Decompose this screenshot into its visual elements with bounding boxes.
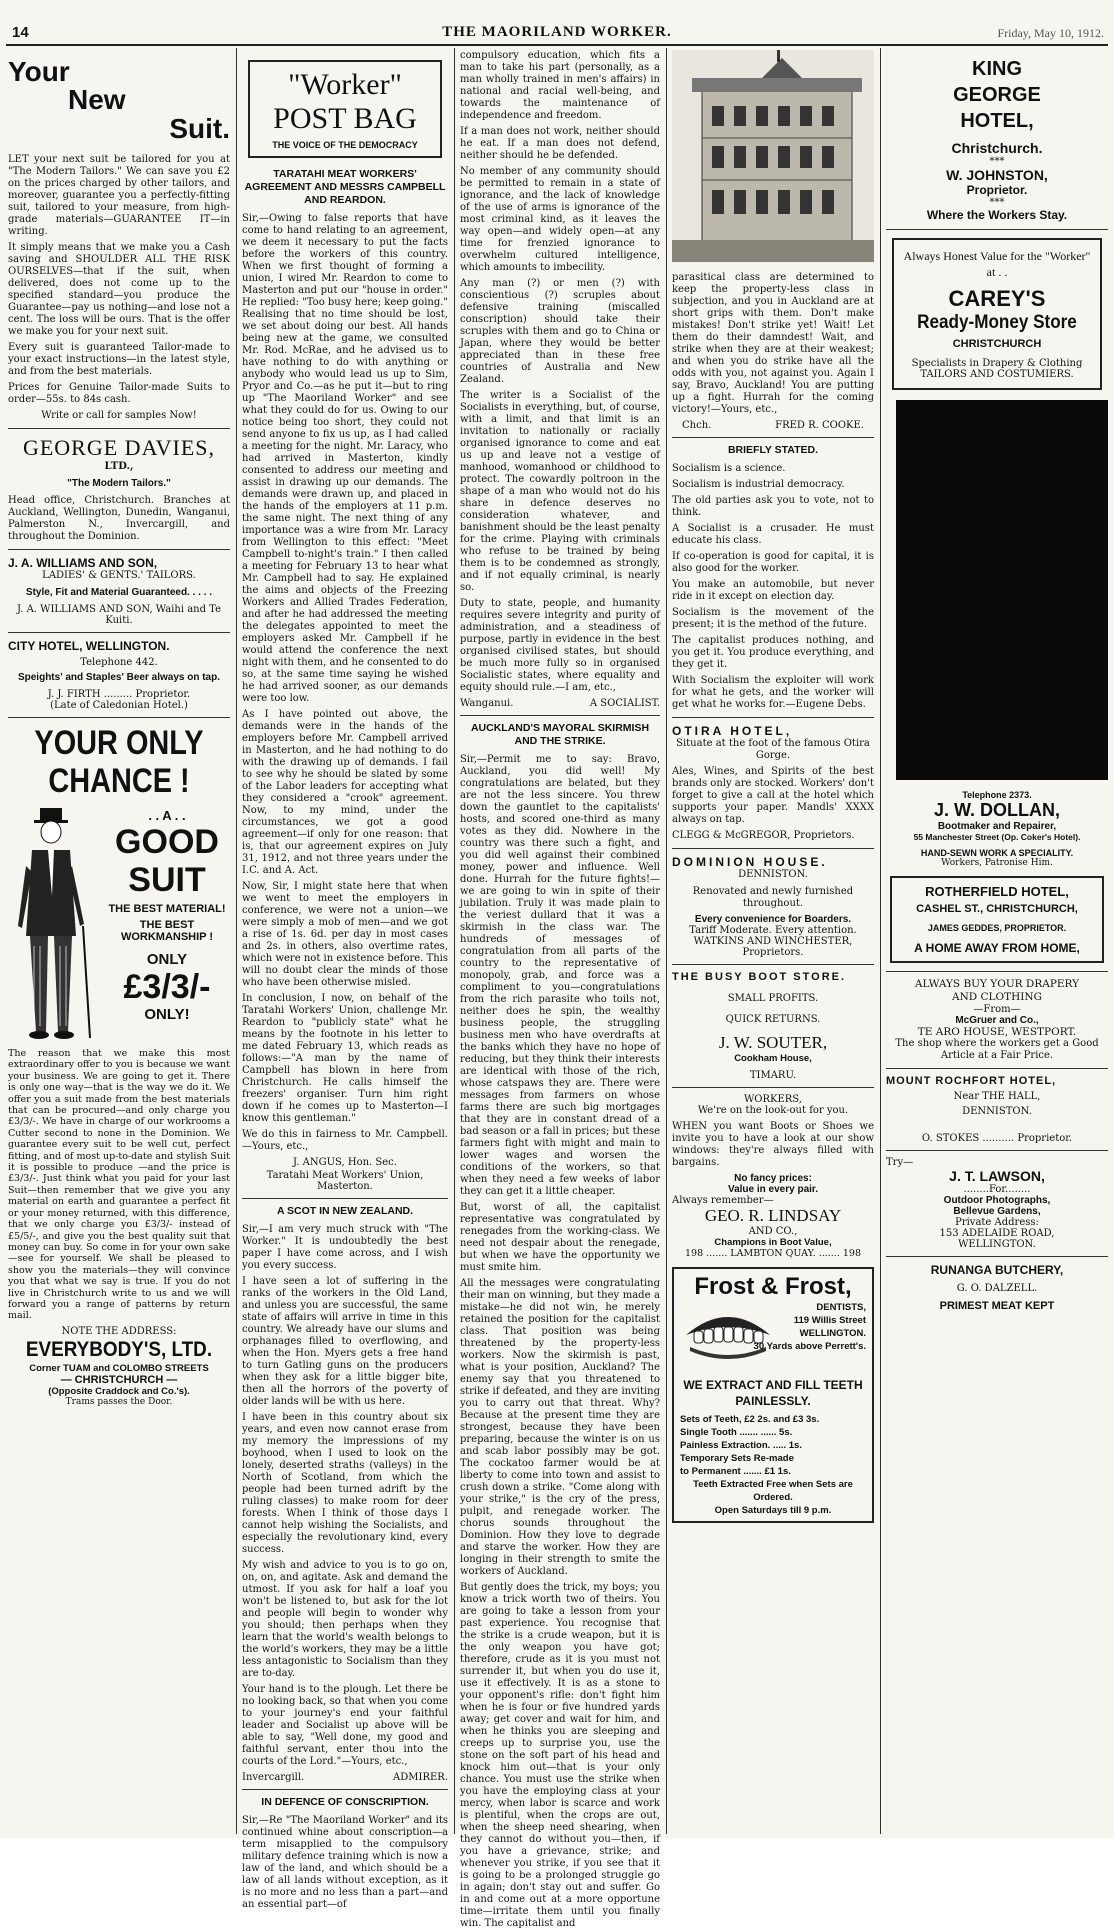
letter-signature-place: Invercargill. bbox=[242, 1772, 305, 1783]
letter-signature-row bbox=[242, 1772, 448, 1783]
everybodys-name: EVERYBODY'S, LTD. bbox=[25, 1337, 213, 1361]
frost-painless: WE EXTRACT AND FILL TEETH PAINLESSLY. bbox=[683, 1378, 863, 1408]
lawson-city: WELLINGTON. bbox=[958, 1239, 1036, 1250]
letter-heading: AUCKLAND'S MAYORAL SKIRMISH AND THE STRIKE. bbox=[470, 722, 650, 747]
runanga-owner: G. O. DALZELL. bbox=[956, 1283, 1038, 1294]
city-hotel-name: CITY HOTEL, WELLINGTON. bbox=[8, 639, 170, 653]
ad-paragraph: Head office, Christchurch. Branches at Auckland, Wellington, Dunedin, Wanganui, Palmerston N., Invercargill, and throughout the Dominion. bbox=[8, 495, 230, 542]
frost-rates bbox=[680, 1413, 866, 1517]
letter-paragraph: But gently does the trick, my boys; you know a trick worth two of theirs. You are going to take a lesson from your past experience. You recognise that the strike is a crude weapon, but it is the only weapon you have got; therefore, crude as it is you must not surrender it, but when you do use it, use it effectively. It is as a stone to your opponent's rifle: don't fight him when he is four or five hundred yards away; get cover and wait for him, and when he thinks you are sleeping and creeps up to surprise you, use the stone on the soft part of his head and knock him out—that is your only chance. You must use the strike when you have the employing class at your mercy, when labor is scarce and work is plentiful, when the crops are out, when the sheep need shearing, when they cannot do without you—then, if you have a grievance, strike; and whenever you strike, if you see that it is going to be a prolonged struggle go in again; don't stay out and suffer. Go in and come out at a more opportune time—irritate them until you finally win. The capitalist and bbox=[460, 1582, 660, 1929]
mcgruer-name: McGruer and Co., bbox=[955, 1015, 1039, 1026]
frost-address bbox=[754, 1301, 866, 1353]
king-george-city: Christchurch. bbox=[951, 140, 1043, 156]
dollan-telephone: Telephone 2373. bbox=[962, 790, 1032, 800]
ad-paragraph: WHEN you want Boots or Shoes we invite you to have a look at our show windows: they're always filled with bargains. bbox=[672, 1121, 874, 1168]
lawson-gardens: Bellevue Gardens, bbox=[953, 1206, 1041, 1217]
column-3 bbox=[460, 50, 660, 1929]
careys-store: Ready-Money Store bbox=[917, 312, 1077, 333]
briefly-stated-item: The capitalist produces nothing, and you get it. You produce everything, and they get it. bbox=[672, 635, 874, 670]
dominion-house-ad bbox=[672, 855, 874, 958]
frost-dentists-label: DENTISTS, bbox=[816, 1302, 866, 1313]
rate-single: Single Tooth ....... ...... 5s. bbox=[680, 1427, 793, 1438]
rotherfield-proprietor: JAMES GEDDES, PROPRIETOR. bbox=[927, 923, 1067, 933]
frost-yards: 30 Yards above Perrett's. bbox=[753, 1341, 866, 1352]
letter-heading: TARATAHI MEAT WORKERS' AGREEMENT AND MESSRS CAMPBELL AND REARDON. bbox=[244, 168, 446, 206]
rotherfield-name: ROTHERFIELD HOTEL, bbox=[925, 884, 1069, 899]
dollan-name: J. W. DOLLAN, bbox=[934, 800, 1060, 820]
letter-signature-org: Taratahi Meat Workers' Union, Masterton. bbox=[266, 1170, 424, 1192]
column-rule bbox=[880, 48, 881, 1834]
ad-paragraph: CLEGG & McGREGOR, Proprietors. bbox=[672, 830, 855, 841]
rate-sets: Sets of Teeth, £2 2s. and £3 3s. bbox=[680, 1414, 820, 1425]
dominion-house-location: DENNISTON. bbox=[738, 869, 808, 880]
mcgruer-ad bbox=[886, 978, 1108, 1062]
lindsay-address: 198 ....... LAMBTON QUAY. ....... 198 bbox=[684, 1248, 861, 1259]
lawson-address: 153 ADELAIDE ROAD, bbox=[939, 1228, 1055, 1239]
briefly-stated-item: A Socialist is a crusader. He must educate his class. bbox=[672, 523, 874, 546]
post-bag-banner bbox=[248, 60, 442, 158]
rotherfield-tagline: A HOME AWAY FROM HOME, bbox=[914, 941, 1080, 955]
briefly-stated-item: Socialism is industrial democracy. bbox=[672, 479, 845, 490]
careys-city: CHRISTCHURCH bbox=[952, 338, 1042, 350]
frost-name: Frost & Frost, bbox=[694, 1273, 852, 1300]
column-rule bbox=[666, 48, 667, 1834]
king-george-ad bbox=[886, 56, 1108, 223]
mcgruer-tag: The shop where the workers get a Good Article at a Fair Price. bbox=[895, 1038, 1099, 1061]
mount-rochfort-name: MOUNT ROCHFORT HOTEL, bbox=[886, 1075, 1057, 1087]
briefly-stated-item: You make an automobile, but never ride in it except on election day. bbox=[672, 579, 874, 602]
letter-paragraph: Sir,—I am very much struck with "The Worker." It is undoubtedly the best paper I have come across, and I wish you every success. bbox=[242, 1224, 448, 1271]
ad-paragraph: The reason that we make this most extraordinary offer to you is because we want your business. We are going to get it. There is only one way—that is the way we do it. We offer you a suit made from the best materials that can be procured—and only charge you £3/3/-. We have in charge of our workrooms a Cutter second to none in the Dominion. We guarantee every suit to be well cut, perfect fitting, and of most up-to-date and stylish Suit it is possible to produce —and the price is £3/3/-. Just think what you paid for your last Suit—then remember that we give you any material on earth and guarantee a perfect fit or your money returned, with this difference, that we only charge you £3/3/- instead of £5/5/-, and give you the best quality suit that money can buy. So come in for your own sake—see for yourself. We shall be pleased to show you the materials—they will convince you that what we say is true. If you do not live in Christchurch write to us and we will forward you a range of patterns by return mail. bbox=[8, 1048, 230, 1322]
mcgruer-heading: ALWAYS BUY YOUR DRAPERY AND CLOTHING bbox=[914, 978, 1080, 1003]
offer-best-workmanship: THE BEST WORKMANSHIP ! bbox=[120, 919, 214, 943]
ad-paragraph: Write or call for samples Now! bbox=[41, 410, 197, 421]
city-hotel-telephone: Telephone 442. bbox=[80, 657, 158, 668]
dollan-ad bbox=[886, 790, 1108, 868]
letter-signature: J. ANGUS, Hon. Sec. bbox=[293, 1157, 397, 1168]
frost-city: WELLINGTON. bbox=[799, 1328, 866, 1339]
lindsay-remember: Always remember— bbox=[672, 1195, 774, 1206]
rate-extraction: Painless Extraction. ..... 1s. bbox=[680, 1440, 802, 1451]
page-number: 14 bbox=[12, 24, 29, 41]
souter-house: Cookham House, bbox=[734, 1053, 812, 1064]
rotherfield-ad bbox=[890, 876, 1104, 963]
king-george-proprietor: Proprietor. bbox=[966, 183, 1028, 197]
gentleman-illustration bbox=[10, 806, 94, 1042]
otira-hotel-ad bbox=[672, 724, 874, 842]
dollan-handsewn: HAND-SEWN WORK A SPECIALITY. bbox=[920, 848, 1074, 858]
offer-good: GOOD bbox=[115, 823, 219, 861]
king-george-owner: W. JOHNSTON, bbox=[946, 167, 1048, 183]
george-davies-name: GEORGE DAVIES, bbox=[22, 435, 216, 460]
lawson-photographs: Outdoor Photographs, bbox=[943, 1195, 1051, 1206]
king-george-tagline: Where the Workers Stay. bbox=[926, 208, 1068, 222]
letter-paragraph: I have seen a lot of suffering in the ranks of the workers in the Old Land, and unless you are successful, the same state of affairs will arrive in time in this country. We already have our slums and orphanages filled to overflowing, and when the Hon. Myers gets a free hand to turn Gatling guns on the producers when they ask for a little bigger bite, then all the horrors of the poverty of older lands will be with us here. bbox=[242, 1276, 448, 1407]
ad-paragraph: Situate at the foot of the famous Otira Gorge. bbox=[676, 738, 870, 761]
ad-paragraph: LET your next suit be tailored for you at "The Modern Tailors." We can save you £2 on the prices charged by other tailors, and moreover, guarantee you a perfectly-fitting suit, tailored to your measure, from high-grade materials—GUARANTEE IT—in writing. bbox=[8, 154, 230, 237]
king-george-stars: *** bbox=[989, 156, 1005, 167]
ad-figure-block bbox=[8, 800, 230, 1048]
briefly-stated-item: The old parties ask you to vote, not to think. bbox=[672, 495, 874, 518]
offer-price: £3/3/- bbox=[123, 968, 211, 1006]
mount-rochfort-proprietor: O. STOKES .......... Proprietor. bbox=[921, 1133, 1073, 1144]
letter-paragraph: parasitical class are determined to keep the property-less class in subjection, and you in Auckland are at short grips with them. Don't make mistakes! Don't strike yet! Wait! Let them do their damndest! Wait, and strike when they are at their weakest; and when you do strike have all the odds with you, not against you. Again I say, Bravo, Auckland! You are putting up a fight. Hurrah for the coming victory!—Yours, etc., bbox=[672, 272, 874, 415]
dominion-house-tariff: Tariff Moderate. Every attention. bbox=[689, 925, 857, 936]
careys-name: CAREY'S bbox=[948, 286, 1046, 311]
lawson-for: ........For........ bbox=[963, 1184, 1031, 1195]
king-george-line3: HOTEL, bbox=[960, 110, 1034, 132]
column-2 bbox=[242, 50, 449, 1910]
letter-signature: A SOCIALIST. bbox=[589, 698, 660, 709]
letter-paragraph: compulsory education, which fits a man to take his part (personally, as a man wholly trained in men's affairs) in national and racial well-being, and towards the maintenance of independence and freedom. bbox=[460, 50, 660, 121]
williams-sub: LADIES' & GENTS.' TAILORS. bbox=[42, 570, 196, 581]
column-5 bbox=[886, 50, 1108, 1832]
city-hotel-beer: Speights' and Staples' Beer always on tap. bbox=[17, 672, 221, 683]
briefly-stated-item: Socialism is the movement of the present; it is the method of the future. bbox=[672, 607, 874, 630]
mount-rochfort-location: DENNISTON. bbox=[962, 1106, 1032, 1117]
letter-heading: A SCOT IN NEW ZEALAND. bbox=[276, 1205, 414, 1217]
letter-signature-row bbox=[460, 698, 660, 709]
address-note: NOTE THE ADDRESS: bbox=[61, 1325, 177, 1337]
ad-heading-chance: CHANCE ! bbox=[48, 762, 190, 800]
issue-date: Friday, May 10, 1912. bbox=[997, 26, 1104, 40]
column-rule bbox=[236, 48, 237, 1834]
letter-paragraph: My wish and advice to you is to go on, on, on, and agitate. Ask and demand the utmost. If you ask for half a loaf you won't be listened to, but ask for the lot and people will begin to wonder why you should; then perhaps when they learn that the world's wealth belongs to the world's workers, they may be a little less antagonistic to Socialism than they are to-day. bbox=[242, 1560, 448, 1679]
briefly-stated-list bbox=[672, 463, 874, 711]
city-hotel-proprietor: J. J. FIRTH ......... Proprietor. bbox=[47, 689, 191, 700]
ad-heading-suit: Suit. bbox=[169, 113, 230, 144]
hotel-building-illustration bbox=[672, 50, 874, 262]
dollan-address: 55 Manchester Street (Op. Coker's Hotel). bbox=[913, 832, 1081, 842]
lindsay-name: GEO. R. LINDSAY bbox=[704, 1206, 842, 1225]
rate-permanent: to Permanent ....... £1 1s. bbox=[680, 1466, 791, 1477]
letter-paragraph: All the messages were congratulating their man on winning, but they made a mistake—he did not win, he merely retained the position for the capitalist class. That position was being threatened by the property-less workers. Now the skirmish is past, what is your position, Auckland? The enemy say that you threatened to strike if defeated, and they are inviting you to carry out that threat. Why? Because at the present time they are strongest, because they have been preparing, because the winter is on us and scab labor possibly may be got. The cockatoo farmer would be at liberty to come into town and assist to crush down a strike. "Come along with your strike," is the cry of the press, pulpit, and renegade worker. The chorus sounds throughout the Dominion. How they love to degrade and starve the worker. How they are longing in their strength to smite the workers of Auckland. bbox=[460, 1278, 660, 1577]
frost-teeth-block bbox=[680, 1301, 866, 1373]
king-george-stars: *** bbox=[989, 197, 1005, 208]
letter-paragraph: As I have pointed out above, the demands were in the hands of the employers before Mr. Campbell arrived in Masterton, and he had nothing to do with the drawing up of demands. I fail to see why he should be slated by some of the Labor leaders for accepting what they considered a "crook" agreement. Now, to my mind, under the circumstances, we got a good agreement—if only for one reason: that is, that our agreement expires on July 31, 1912, and not three years under the I.C. and A. Act. bbox=[242, 709, 448, 876]
briefly-stated-item: With Socialism the exploiter will work for what he gets, and the worker will get what he works for.—Eugene Debs. bbox=[672, 675, 874, 710]
king-george-line1: KING bbox=[972, 58, 1022, 80]
king-george-line2: GEORGE bbox=[953, 84, 1041, 106]
george-davies-tagline: "The Modern Tailors." bbox=[67, 478, 171, 489]
ad-heading-new: New bbox=[68, 84, 126, 115]
letter-signature-place: Wanganui. bbox=[460, 698, 514, 709]
careys-specialists: Specialists in Drapery & Clothing bbox=[911, 358, 1083, 369]
letter-signature-place: Chch. bbox=[682, 420, 712, 431]
lindsay-fancy: No fancy prices: bbox=[734, 1173, 812, 1184]
dominion-house-proprietors: WATKINS AND WINCHESTER, Proprietors. bbox=[693, 936, 853, 958]
offer-suit: SUIT bbox=[128, 861, 206, 899]
section-heading: BRIEFLY STATED. bbox=[727, 444, 819, 456]
letter-paragraph: But, worst of all, the capitalist representative was congratulated by renegades from the working-class. We need not despair about the renegade, but when we have the opportunity we must smite him. bbox=[460, 1202, 660, 1273]
lindsay-co: AND CO., bbox=[748, 1226, 798, 1237]
ad-paragraph: Ales, Wines, and Spirits of the best brands only are stocked. Workers' don't forget to give a call at the hotel which supports your paper. Mandls' XXXX always on tap. bbox=[672, 766, 874, 825]
dominion-house-name: DOMINION HOUSE. bbox=[672, 855, 828, 869]
dollan-sub: Bootmaker and Repairer, bbox=[937, 821, 1057, 832]
letter-signature: FRED R. COOKE. bbox=[775, 420, 864, 431]
ad-heading-your: Your bbox=[8, 56, 70, 87]
letter-paragraph: Any man (?) or men (?) with conscientious (?) scruples about defensive training (miscalled conscription) should take their scruples with them and go to China or Japan, where they would be better appreciated than in these free countries of Australia and New Zealand. bbox=[460, 278, 660, 385]
lindsay-ad bbox=[672, 1094, 874, 1259]
letter-paragraph: Sir,—Re "The Maoriland Worker" and its continued whine about conscription—a term misapplied to the compulsory military defence training which is now a law of the land, and which should be a law of all lands without exception, as it is no more and no less than a part—and an essential part—of bbox=[242, 1815, 448, 1910]
ad-paragraph: Every suit is guaranteed Tailor-made to your exact instructions—in the latest style, and from the best materials. bbox=[8, 342, 230, 377]
column-rule bbox=[454, 48, 455, 1834]
george-davies-ltd: LTD., bbox=[104, 461, 134, 472]
post-bag-title: "Worker" POST BAG bbox=[273, 68, 417, 135]
careys-tailors: TAILORS AND COSTUMIERS. bbox=[920, 369, 1074, 380]
busy-boot-store-ad bbox=[672, 971, 874, 1081]
page-header bbox=[6, 22, 1108, 46]
letter-paragraph: If a man does not work, neither should he eat. If a man does not defend, neither should he be defended. bbox=[460, 126, 660, 161]
mount-rochfort-near: Near THE HALL, bbox=[953, 1091, 1041, 1102]
williams-address: J. A. WILLIAMS AND SON, Waihi and Te Kuiti. bbox=[17, 604, 221, 626]
masthead-title: THE MAORILAND WORKER. bbox=[442, 24, 672, 40]
everybodys-ad bbox=[8, 724, 230, 1407]
ad-paragraph: It simply means that we make you a Cash saving and SHOULDER ALL THE RISK OURSELVES—that if the suit, when delivered, does not come up to the specified standard—you produce the Guarantee—pay us nothing—and lose not a cent. The loss will be ours. That is the offer we make you for your next suit. bbox=[8, 242, 230, 337]
busy-boot-store-name: THE BUSY BOOT STORE. bbox=[672, 971, 847, 983]
column-1 bbox=[8, 50, 230, 1832]
ad-paragraph: We're on the look-out for you. bbox=[697, 1105, 849, 1116]
everybodys-corner: Corner TUAM and COLOMBO STREETS bbox=[29, 1362, 209, 1374]
letter-heading: IN DEFENCE OF CONSCRIPTION. bbox=[261, 1796, 429, 1808]
letter-signature: ADMIRER. bbox=[393, 1772, 448, 1783]
otira-hotel-name: OTIRA HOTEL, bbox=[672, 724, 793, 738]
briefly-stated-item: Socialism is a science. bbox=[672, 463, 786, 474]
ad-heading-your-only: YOUR ONLY bbox=[34, 724, 204, 762]
column-4 bbox=[672, 50, 874, 1832]
letter-paragraph: Sir,—Permit me to say: Bravo, Auckland, you did well! My congratulations are belated, but they are not the less sincere. You threw down the gauntlet to the capitalists' hosts, and scored one-third as many votes as they did. Nowhere in the country was there such a fight, and you did well against their combined money, power and influence. Well done. Hurrah for the future fights!—we are going to win in spite of their jubilation. Truly it was made plain to the veriest dullard that it was a skirmish in the class war. The hundreds of messages of congratulation from all parts of the country to the representative of monopoly, grab, and force was a compliment to you—congratulations from the rich parasite who toils not, neither does he spin, the wealthy business people, the struggling business men who have overdrafts at the banks which they have no hope of reducing, but they think their interests are identical with those of the rich, whose catspaws they are. There were messages from farmers on whose farms there are such big mortgages that they are in constant dread of a bad season or a fall in prices; but these farmers fight with might and main to lower wages and worsen the conditions of the workers, so that when they need a few weeks of labor they can get it a little cheaper. bbox=[460, 754, 660, 1197]
blacked-out-region bbox=[896, 400, 1108, 780]
offer-only: ONLY bbox=[146, 951, 188, 968]
williams-ad bbox=[8, 556, 230, 626]
letter-paragraph: Now, Sir, I might state here that when we went to meet the employers in conference, we were not a union—we were simply a mob of men—and we got a rise of 1s. 6d. per day in most cases and 2s. in others, also overtime rates, which were not in existence before. This will no doubt clear the minds of those who have been otherwise misled. bbox=[242, 881, 448, 988]
offer-block bbox=[104, 808, 230, 1023]
letter-signature-row bbox=[672, 420, 874, 431]
letter-paragraph: We do this in fairness to Mr. Campbell.—Yours, etc., bbox=[242, 1129, 448, 1152]
offer-only-exclaim: ONLY! bbox=[144, 1006, 190, 1023]
letter-paragraph: Duty to state, people, and humanity requires severe integrity and purity of administration, and a steadiness of purpose, partly in evidence in the best organised civilised states, but should be much more fully so in organised Socialistic states, where equality and equity should rule.—I am, etc., bbox=[460, 598, 660, 693]
rate-free-extraction: Teeth Extracted Free when Sets are Ordered. bbox=[693, 1479, 853, 1503]
busy-boot-quick-returns: QUICK RETURNS. bbox=[725, 1014, 821, 1025]
tailor-ad bbox=[8, 58, 230, 543]
everybodys-opposite: (Opposite Craddock and Co.'s). bbox=[48, 1385, 190, 1397]
mount-rochfort-ad bbox=[886, 1075, 1108, 1144]
ad-paragraph: Renovated and newly furnished throughout. bbox=[692, 886, 854, 909]
careys-intro: Always Honest Value for the "Worker" at . . bbox=[903, 249, 1091, 279]
mcgruer-address: TE ARO HOUSE, WESTPORT. bbox=[917, 1026, 1077, 1038]
offer-a: . . A . . bbox=[148, 808, 186, 823]
letter-paragraph: Sir,—Owing to false reports that have come to hand relating to an agreement, we deem it necessary to put the facts before the workers of this country. When we first thought of forming a union, I wired Mr. Reardon to come to Masterton and put our "house in order." He replied: "Too busy here; keep going." Realising that no time should be lost, we set about doing our best. All hands being new at the game, we consulted Mr. Rod. McRae, and he advised us to have nothing to do with anything or anybody who would lead us up to Sim, Pryor and Co.—as he put it—but to ring up "The Maoriland Worker" and see what they could do for us. Owing to our notice being too short, they could not send anyone to fix us up, as I had called a meeting for the night. Mr. Laracy, who had arrived in Masterton, kindly consented to address our meeting and assist in drawing up our demands. The demands were drawn up, and placed in the hands of the employers at 11 p.m. the same night. The next thing of any importance was a wire from Mr. Laracy from Wellington to this effect: "Meet Campbell to-night's train." I then called a meeting for February 13 to hear what Mr. Campbell had to say. He explained the aims and objects of the Freezing Workers and Allied Trades Federation, and after he had addressed the meeting the delegates appointed to meet the employers asked Mr. Campbell if he would attend the conference the next night with them, and he consented to do so, at the same time saying he wished he had arrived sooner, as our demands were too low. bbox=[242, 213, 449, 704]
rate-saturday: Open Saturdays till 9 p.m. bbox=[714, 1505, 832, 1516]
letter-paragraph: No member of any community should be permitted to remain in a state of ignorance, and the lack of knowledge of the use of arms is ignorance of the most criminal kind, as it leaves the way open—and widely open—at any time for frenzied ignorance to overwhelm cultured intelligence, which amounts to imbecility. bbox=[460, 166, 660, 273]
letter-paragraph: The writer is a Socialist of the Socialists in everything, but, of course, with a limit, and that limit is an invitation to nationally or racially organised ignorance to come and eat us up and leave not a vestige of manhood, womanhood or childhood to protect. The cowardly poltroon in the shape of a man who would not do his share in defence deserves no consideration whatever, and banishment should be the least penalty for the crime. Playing with criminals who refuse to be trained by being them is to be condemned as strongly, and if not equally criminal, is nearly so. bbox=[460, 390, 660, 593]
williams-style: Style, Fit and Material Guaranteed. . . . . bbox=[25, 587, 213, 598]
everybodys-tram: Trams passes the Door. bbox=[65, 1396, 173, 1407]
letter-paragraph: I have been in this country about six years, and even now cannot erase from my memory the impressions of my boyhood, when I used to look on the lonely, deserted straths (valleys) in the North of Scotland, from which the people had been turned adrift by the ruling classes) to make room for deer forests. When I think of those days I cannot help wishing the Socialists, and especially the revolutionary kind, every success. bbox=[242, 1412, 448, 1555]
city-hotel-ad bbox=[8, 639, 230, 711]
lindsay-champions: Champions in Boot Value, bbox=[714, 1237, 832, 1248]
runanga-tagline: PRIMEST MEAT KEPT bbox=[939, 1300, 1055, 1312]
everybodys-city: — CHRISTCHURCH — bbox=[60, 1373, 178, 1386]
lawson-private: Private Address: bbox=[955, 1217, 1039, 1228]
dominion-house-convenience: Every convenience for Boarders. bbox=[694, 914, 852, 925]
ad-paragraph: Prices for Genuine Tailor-made Suits to order—55s. to 84s cash. bbox=[8, 382, 230, 405]
offer-best-material: THE BEST MATERIAL! bbox=[108, 903, 226, 915]
lawson-try: Try— bbox=[886, 1157, 914, 1168]
rotherfield-address: CASHEL ST., CHRISTCHURCH, bbox=[916, 903, 1078, 915]
lawson-ad bbox=[886, 1157, 1108, 1250]
williams-name: J. A. WILLIAMS AND SON, bbox=[8, 556, 158, 570]
careys-ad bbox=[892, 238, 1102, 390]
lindsay-heading: WORKERS, bbox=[744, 1094, 802, 1105]
mcgruer-from: —From— bbox=[973, 1004, 1021, 1015]
frost-dentists-ad bbox=[672, 1267, 874, 1523]
post-bag-subtitle: THE VOICE OF THE DEMOCRACY bbox=[272, 140, 418, 150]
rate-temporary: Temporary Sets Re-made bbox=[680, 1453, 794, 1464]
lawson-name: J. T. LAWSON, bbox=[949, 1168, 1045, 1184]
busy-boot-small-profits: SMALL PROFITS. bbox=[727, 993, 819, 1004]
letter-paragraph: In conclusion, I now, on behalf of the Taratahi Workers' Union, challenge Mr. Reardon to "publicly state" what he means by the footnote in his letter to me dated February 13, which reads as follows:—"A man by the name of Campbell has blown in here from Christchurch. He calls himself the freezers' organiser. Turn him right down if he comes up to Masterton—I know this gentleman." bbox=[242, 993, 448, 1124]
letter-paragraph: Your hand is to the plough. Let there be no looking back, so that when you come to your journey's end your faithful leader and Socialist up above will be able to say, "Well done, my good and faithful servant, enter thou into the courts of the Lord."—Yours, etc., bbox=[242, 1684, 448, 1767]
briefly-stated-item: If co-operation is good for capital, it is also good for the worker. bbox=[672, 551, 874, 574]
city-hotel-late: (Late of Caledonian Hotel.) bbox=[50, 700, 188, 711]
frost-street: 119 Willis Street bbox=[793, 1315, 866, 1326]
souter-name: J. W. SOUTER, bbox=[718, 1033, 828, 1052]
runanga-name: RUNANGA BUTCHERY, bbox=[930, 1263, 1064, 1277]
dollan-patronise: Workers, Patronise Him. bbox=[941, 858, 1053, 868]
souter-town: TIMARU. bbox=[749, 1070, 797, 1081]
lindsay-value: Value in every pair. bbox=[727, 1184, 819, 1195]
runanga-ad bbox=[886, 1263, 1108, 1312]
